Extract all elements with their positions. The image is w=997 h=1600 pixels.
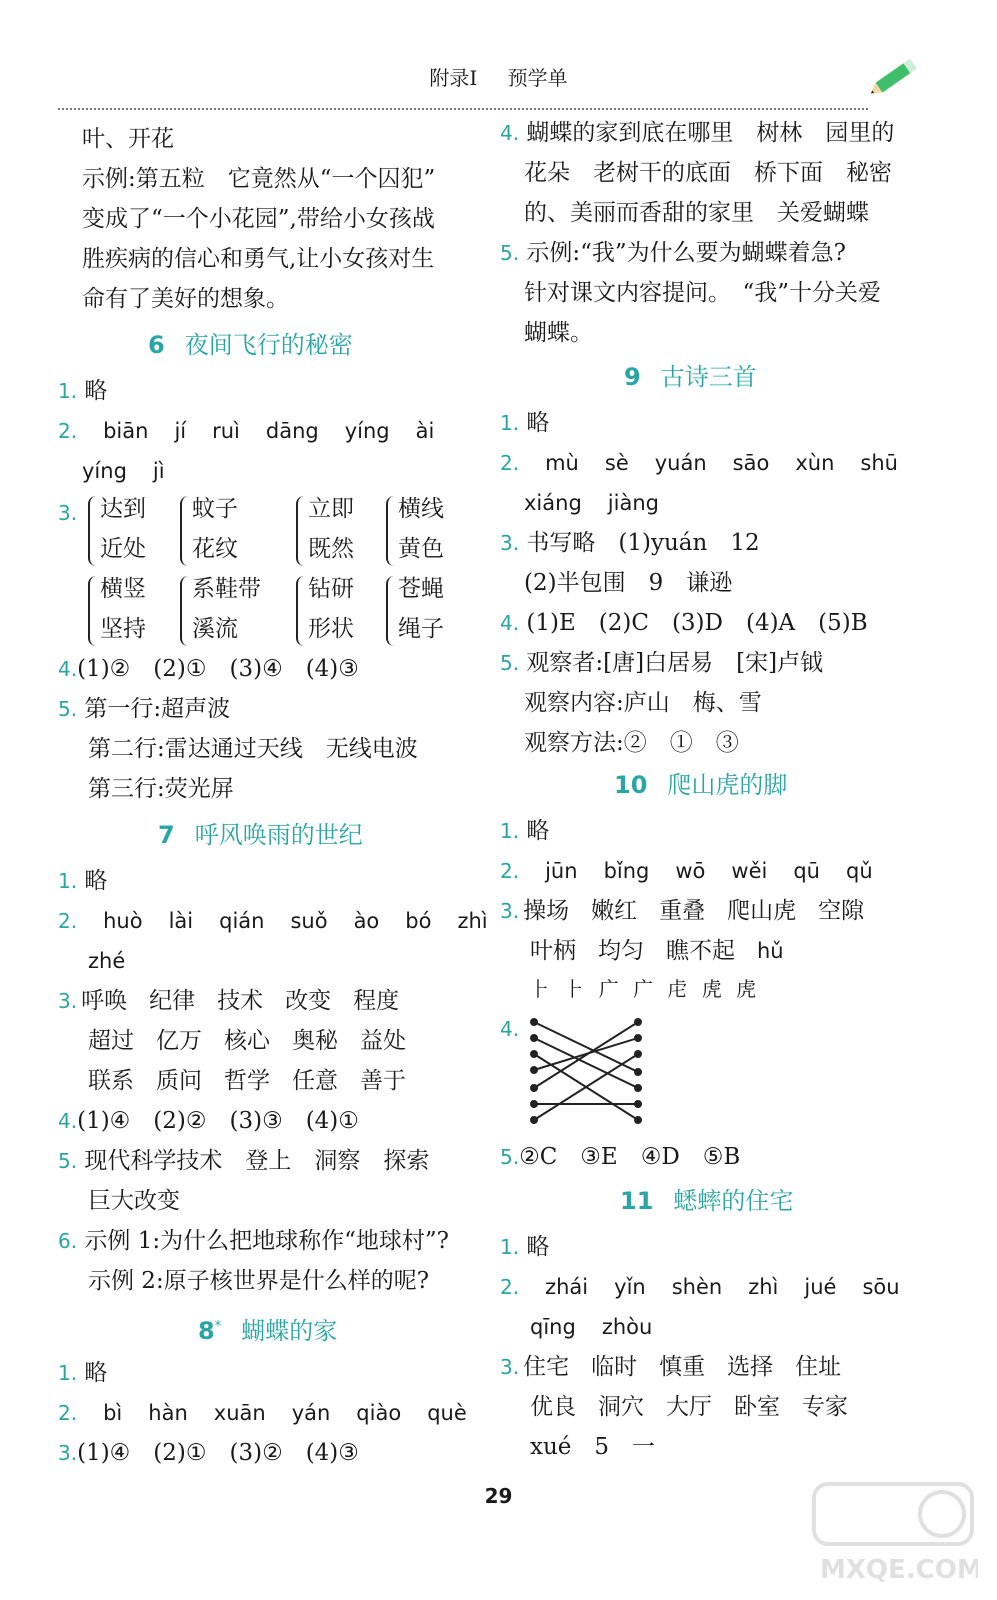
s9-q2: 2. mù sè yuán sāo xùn shū [500,451,898,475]
s7-q2: 2. huò lài qián suǒ ào bó zhì [58,909,488,933]
s8-q4-line3: 的、美丽而香甜的家里 关爱蝴蝶 [524,200,869,226]
s9-q3-cont: (2)半包围 9 谦逊 [524,570,733,596]
s6-q5: 5. 第一行:超声波 [58,696,231,722]
s10-q2: 2. jūn bǐng wō wěi qū qǔ [500,859,873,883]
s7-q4: 4.(1)④ (2)② (3)③ (4)① [58,1108,359,1134]
s8-q5-line2: 针对课文内容提问。 “我”十分关爱 [524,280,882,306]
s7-q6-cont: 示例 2:原子核世界是什么样的呢? [88,1268,430,1294]
s11-q3-extra: xué 5 一 [530,1434,656,1460]
s10-q4-number: 4. [500,1017,520,1041]
s9-q3: 3. 书写略 (1)yuán 12 [500,530,760,556]
pencil-icon [866,52,926,102]
s8-q1: 1. 略 [58,1360,108,1386]
s11-q3-cont: 优良 洞穴 大厅 卧室 专家 [530,1394,848,1420]
watermark-logo [808,1478,978,1588]
s6-q3-number: 3. [58,501,78,525]
s9-q1: 1. 略 [500,410,550,436]
s6-q5-line2: 第二行:雷达通过天线 无线电波 [88,736,418,762]
s10-q5: 5.②C ③E ④D ⑤B [500,1144,741,1170]
section-10-title: 10 爬山虎的脚 [614,771,788,799]
s6-q4: 4.(1)② (2)① (3)④ (4)③ [58,656,359,682]
section-8-title: 8* 蝴蝶的家 [198,1317,338,1345]
s11-q3: 3. 住宅 临时 慎重 选择 住址 [500,1354,842,1380]
s9-q5: 5. 观察者:[唐]白居易 [宋]卢钺 [500,650,824,676]
section-11-title: 11 蟋蟀的住宅 [620,1187,794,1215]
s8-q5-line3: 蝴蝶。 [524,320,593,346]
s7-q3-row3: 联系 质问 哲学 任意 善于 [88,1068,406,1094]
s7-q3-row1: 3. 呼唤 纪律 技术 改变 程度 [58,988,400,1014]
s8-q4-line2: 花朵 老树干的底面 桥下面 秘密 [524,160,892,186]
s6-q2: 2. biān jí ruì dāng yíng ài [58,419,435,443]
page-header [0,62,997,91]
s7-q5-cont: 巨大改变 [88,1188,180,1214]
s8-q3: 3.(1)④ (2)① (3)② (4)③ [58,1440,359,1466]
text-line: 示例:第五粒 它竟然从“一个囚犯” [82,166,436,192]
header-appendix: 附录Ⅰ [429,66,478,90]
s7-q1: 1. 略 [58,868,108,894]
s9-q5-line2: 观察内容:庐山 梅、雪 [524,690,762,716]
s8-q2: 2. bì hàn xuān yán qiào què [58,1401,467,1425]
section-7-title: 7 呼风唤雨的世纪 [158,821,363,849]
s6-q5-line3: 第三行:荧光屏 [88,776,234,802]
matching-lines-diagram [528,1016,648,1136]
s11-q2: 2. zhái yǐn shèn zhì jué sōu [500,1275,900,1299]
s6-q2-cont: yíng jì [82,459,165,483]
s7-q6: 6. 示例 1:为什么把地球称作“地球村”? [58,1228,449,1254]
s10-q3-cont: 叶柄 均匀 瞧不起 hǔ [530,938,784,964]
s7-q2-cont: zhé [88,949,126,973]
s7-q3-row2: 超过 亿万 核心 奥秘 益处 [88,1028,406,1054]
s11-q2-cont: qīng zhòu [530,1315,653,1339]
page-number: 29 [484,1484,513,1508]
s7-q5: 5. 现代科学技术 登上 洞察 探索 [58,1148,430,1174]
s8-q5: 5. 示例:“我”为什么要为蝴蝶着急? [500,240,847,266]
stroke-order: ⺊ ⺊ 广 广 虍 虎 虎 [530,977,761,1001]
text-line: 变成了“一个小花园”,带给小女孩战 [82,206,435,232]
text-line: 命有了美好的想象。 [82,286,289,312]
s10-q1: 1. 略 [500,818,550,844]
header-divider [58,108,868,110]
text-line: 胜疾病的信心和勇气,让小女孩对生 [82,246,435,272]
header-title: 预学单 [507,66,568,90]
s10-q3: 3. 操场 嫩红 重叠 爬山虎 空隙 [500,898,865,924]
s8-q4: 4. 蝴蝶的家到底在哪里 树林 园里的 [500,120,895,146]
s6-q1: 1. 略 [58,378,108,404]
section-6-title: 6 夜间飞行的秘密 [148,331,353,359]
s9-q4: 4. (1)E (2)C (3)D (4)A (5)B [500,610,868,636]
s9-q2-cont: xiáng jiàng [524,491,659,515]
s9-q5-line3: 观察方法:② ① ③ [524,730,739,756]
text-line: 叶、开花 [82,126,174,152]
section-9-title: 9 古诗三首 [624,363,757,391]
s11-q1: 1. 略 [500,1234,550,1260]
svg-text:MXQE.COM: MXQE.COM [820,1555,978,1585]
